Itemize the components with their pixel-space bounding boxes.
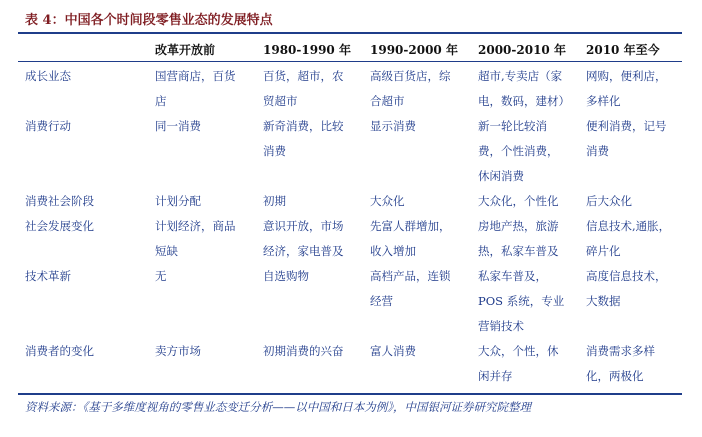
row-label: 消费行动	[25, 119, 71, 133]
table-cell	[478, 64, 578, 114]
table-bottom-rule	[18, 393, 682, 395]
cell-line: 热，私家车普及	[478, 244, 559, 258]
cell-line: 多样化	[586, 94, 621, 108]
cell-line: 先富人群增加，	[370, 219, 451, 233]
cell-line: 贸超市	[263, 94, 298, 108]
cell-line: 高度信息技术，	[586, 269, 667, 283]
table-cell	[370, 114, 470, 139]
cell-line: 国营商店，百货	[155, 69, 236, 83]
cell-line: 合超市	[370, 94, 405, 108]
cell-line: 碎片化	[586, 244, 621, 258]
table-cell	[586, 264, 686, 314]
row-label: 成长业态	[25, 69, 71, 83]
cell-line: 高档产品，连锁	[370, 269, 451, 283]
cell-line: 显示消费	[370, 119, 416, 133]
table-cell	[586, 64, 686, 114]
cell-line: 大众，个性，休	[478, 344, 559, 358]
row-label: 技术革新	[25, 269, 71, 283]
cell-line: 自选购物	[263, 269, 309, 283]
table-cell	[263, 264, 363, 289]
table-cell	[478, 214, 578, 264]
cell-line: 计划经济，商品	[155, 219, 236, 233]
cell-line: 私家车普及，	[478, 269, 547, 283]
cell-line: 店	[155, 94, 167, 108]
cell-line: 化，两极化	[586, 369, 644, 383]
table-cell	[155, 64, 255, 114]
cell-line: 新奇消费，比较	[263, 119, 344, 133]
cell-line: 后大众化	[586, 194, 632, 208]
cell-line: POS 系统，专业	[478, 294, 565, 308]
cell-line: 高级百货店，综	[370, 69, 451, 83]
row-label: 消费社会阶段	[25, 194, 94, 208]
table-cell	[263, 339, 363, 364]
table-cell	[478, 339, 578, 389]
table-cell	[370, 189, 470, 214]
table-cell	[586, 214, 686, 264]
cell-line: 消费	[263, 144, 286, 158]
column-header: 2010 年至今	[586, 43, 660, 57]
table-title: 表 4：中国各个时间段零售业态的发展特点	[25, 13, 273, 28]
cell-line: 超市,专卖店（家	[478, 69, 563, 83]
table-cell	[586, 114, 686, 164]
cell-line: 经营	[370, 294, 393, 308]
table-top-rule	[18, 32, 682, 34]
row-label: 社会发展变化	[25, 219, 94, 233]
table-cell	[370, 264, 470, 314]
row-label: 消费者的变化	[25, 344, 94, 358]
cell-line: 收入增加	[370, 244, 416, 258]
table-cell	[586, 339, 686, 389]
cell-line: 初期	[263, 194, 286, 208]
cell-line: 经济，家电普及	[263, 244, 344, 258]
cell-line: 闲并存	[478, 369, 513, 383]
table-cell	[155, 189, 255, 214]
table-cell	[263, 214, 363, 264]
table-cell	[478, 189, 578, 214]
table-cell	[155, 214, 255, 264]
table-cell	[263, 189, 363, 214]
cell-line: 消费	[586, 144, 609, 158]
cell-line: 大众化，个性化	[478, 194, 559, 208]
cell-line: 网购，便利店，	[586, 69, 667, 83]
cell-line: 卖方市场	[155, 344, 201, 358]
table-cell	[155, 264, 255, 289]
table-cell	[263, 64, 363, 114]
table-cell	[155, 114, 255, 139]
cell-line: 费，个性消费，	[478, 144, 559, 158]
cell-line: 信息技术,通胀，	[586, 219, 671, 233]
table-cell	[370, 339, 470, 364]
column-header: 改革开放前	[155, 43, 216, 57]
table-cell	[370, 64, 470, 114]
cell-line: 初期消费的兴奋	[263, 344, 344, 358]
cell-line: 无	[155, 269, 167, 283]
cell-line: 意识开放，市场	[263, 219, 344, 233]
cell-line: 消费需求多样	[586, 344, 655, 358]
cell-line: 百货，超市，农	[263, 69, 344, 83]
cell-line: 富人消费	[370, 344, 416, 358]
table-cell	[478, 264, 578, 339]
cell-line: 计划分配	[155, 194, 201, 208]
header-rule	[18, 61, 682, 62]
cell-line: 同一消费	[155, 119, 201, 133]
table-cell	[370, 214, 470, 264]
cell-line: 便利消费，记号	[586, 119, 667, 133]
cell-line: 休闲消费	[478, 169, 524, 183]
table-cell	[586, 189, 686, 214]
table-cell	[478, 114, 578, 189]
cell-line: 营销技术	[478, 319, 524, 333]
table-cell	[155, 339, 255, 364]
column-header: 2000-2010 年	[478, 43, 566, 57]
column-header: 1990-2000 年	[370, 43, 458, 57]
source-note: 资料来源：《基于多维度视角的零售业态变迁分析——以中国和日本为例》，中国银河证券研究院整理	[25, 400, 531, 414]
cell-line: 大众化	[370, 194, 405, 208]
cell-line: 新一轮比较消	[478, 119, 547, 133]
cell-line: 短缺	[155, 244, 178, 258]
cell-line: 电，数码，建材）	[478, 94, 570, 108]
cell-line: 房地产热，旅游	[478, 219, 559, 233]
column-header: 1980-1990 年	[263, 43, 351, 57]
cell-line: 大数据	[586, 294, 621, 308]
table-cell	[263, 114, 363, 164]
